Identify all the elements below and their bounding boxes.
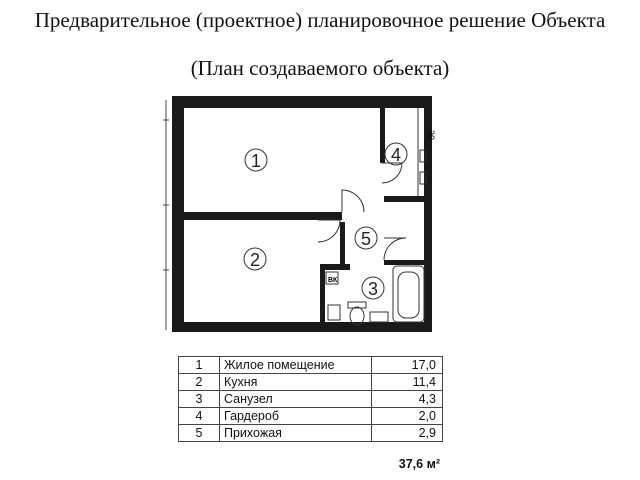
room-number: 4 <box>179 408 220 425</box>
partition-hall-top <box>384 196 426 202</box>
left-window-marks <box>163 100 169 330</box>
partition-bath-left <box>340 222 345 270</box>
partition-wardrobe <box>380 108 385 163</box>
door-wardrobe <box>382 163 402 183</box>
door-room1 <box>342 190 364 212</box>
room-name: Кухня <box>220 374 372 391</box>
vk-label: ВК <box>328 277 338 284</box>
door-bath <box>384 238 406 260</box>
room-area: 2,0 <box>372 408 443 425</box>
partition-room1-room2 <box>184 212 342 220</box>
room-area: 4,3 <box>372 391 443 408</box>
table-row <box>179 357 443 374</box>
room-name: Прихожая <box>220 425 372 442</box>
room-4-number: 4 <box>390 145 402 165</box>
table-row <box>179 391 443 408</box>
room-5-number: 5 <box>360 229 372 249</box>
left-wall <box>172 96 184 330</box>
room-name: Санузел <box>220 391 372 408</box>
room-1-number: 1 <box>250 151 262 171</box>
room-area: 11,4 <box>372 374 443 391</box>
bottom-wall <box>172 322 432 332</box>
door-room2 <box>318 220 340 242</box>
table-row <box>179 374 443 391</box>
room-number: 2 <box>179 374 220 391</box>
room-area: 2,9 <box>372 425 443 442</box>
room-number: 1 <box>179 357 220 374</box>
partition-bath-inner <box>320 264 325 322</box>
document-title: Предварительное (проектное) планировочное решение Объекта <box>34 8 606 32</box>
room-number: 5 <box>179 425 220 442</box>
partitions <box>184 108 426 322</box>
document-subtitle: (План создаваемого объекта) <box>190 56 450 80</box>
table-row <box>179 425 443 442</box>
top-wall <box>180 96 432 108</box>
table-row <box>179 408 443 425</box>
partition-bath-right <box>384 260 426 265</box>
room-name: Жилое помещение <box>220 357 372 374</box>
room-2-number: 2 <box>249 250 261 270</box>
room-area-table <box>178 356 443 442</box>
room-number: 3 <box>179 391 220 408</box>
total-area: 37,6 м² <box>398 457 440 471</box>
sink-icon <box>370 312 388 322</box>
room-area: 17,0 <box>372 357 443 374</box>
dimension-label: 30 <box>426 130 436 141</box>
room-name: Гардероб <box>220 408 372 425</box>
room-3-number: 3 <box>367 279 379 299</box>
